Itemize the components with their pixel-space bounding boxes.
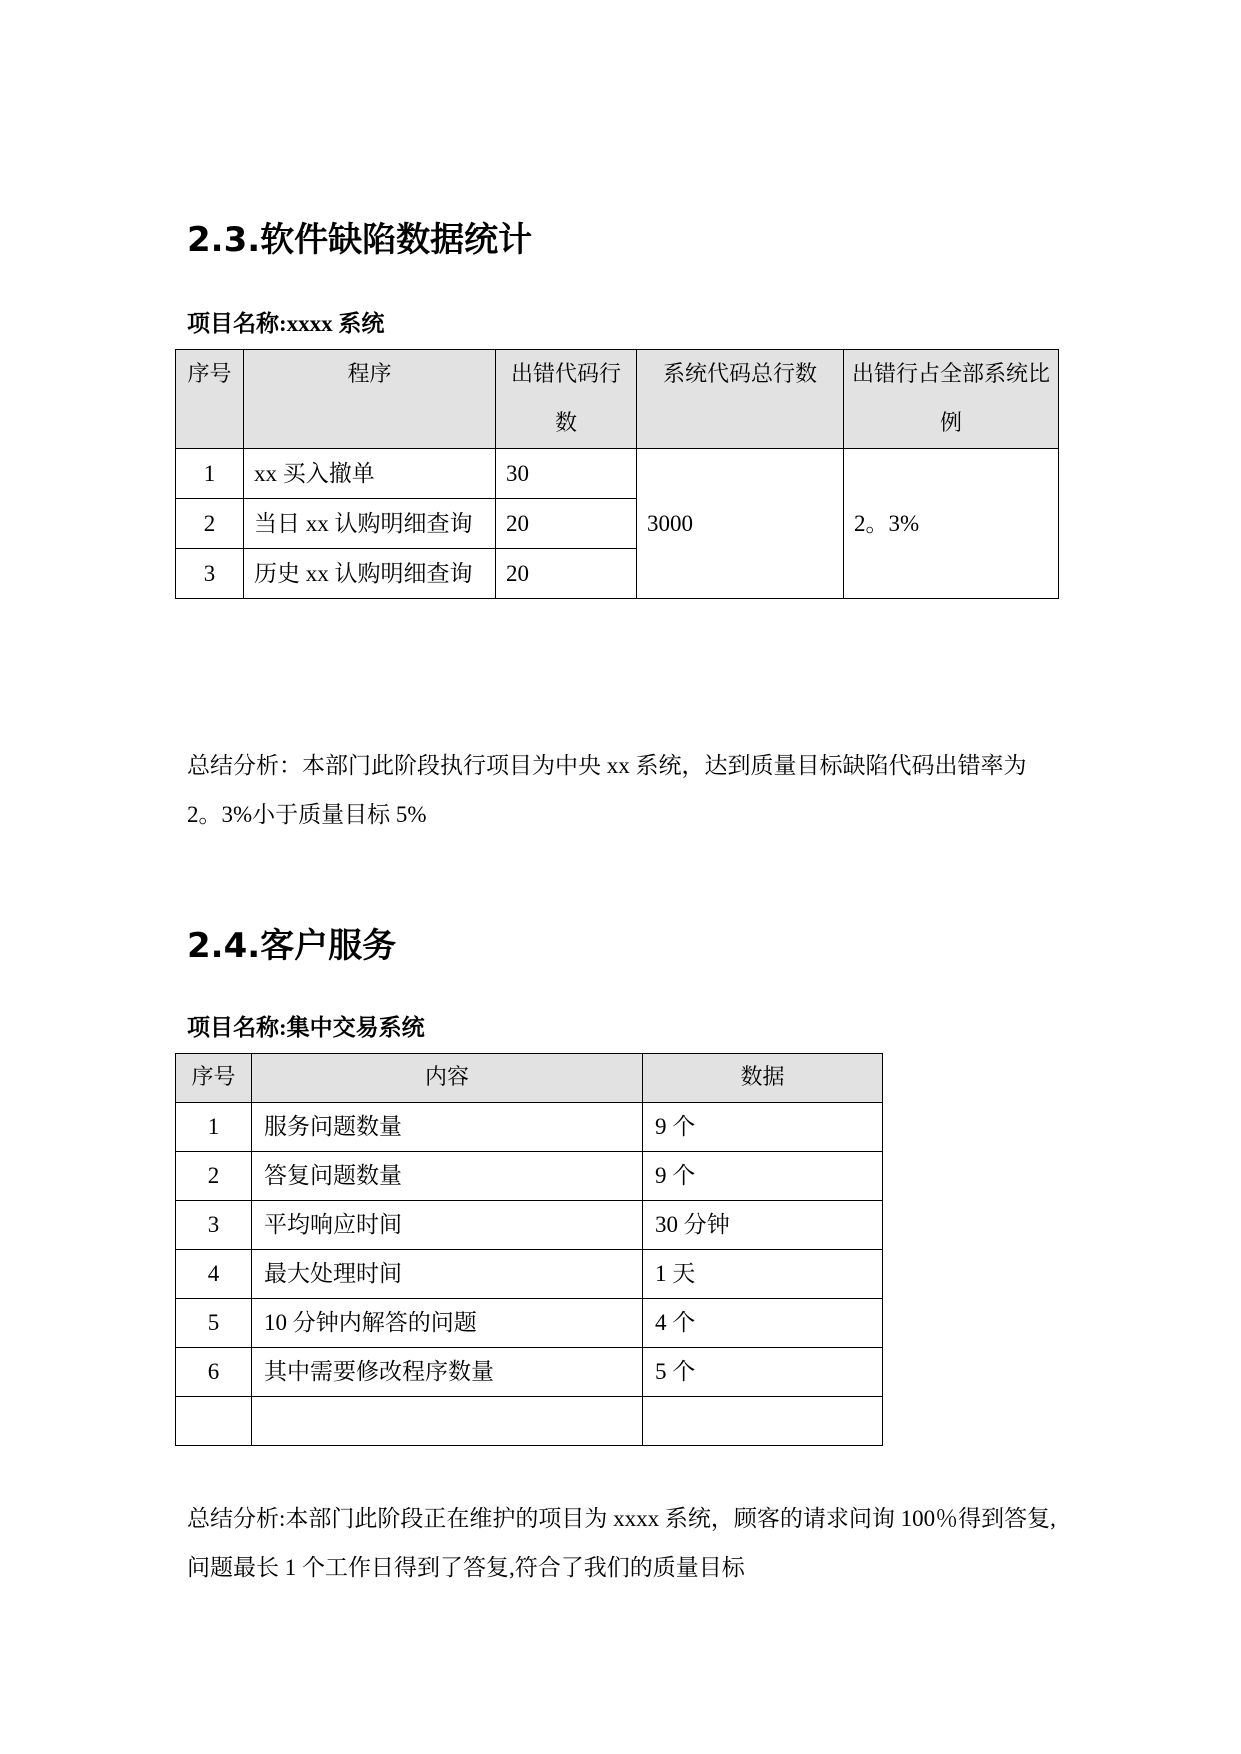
row-index: 2 xyxy=(176,1152,252,1201)
row-index xyxy=(176,1397,252,1446)
error-ratio-cell: 2。3% xyxy=(844,449,1059,599)
row-value: 30 分钟 xyxy=(643,1201,883,1250)
table-row xyxy=(176,1348,883,1397)
row-index: 4 xyxy=(176,1250,252,1299)
table-header-row xyxy=(176,350,1059,449)
header-value: 数据 xyxy=(643,1054,883,1103)
row-value: 5 个 xyxy=(643,1348,883,1397)
section-heading-customer-service: 2.4.客户服务 xyxy=(187,926,397,966)
row-index: 1 xyxy=(176,1103,252,1152)
row-index: 6 xyxy=(176,1348,252,1397)
row-value xyxy=(643,1397,883,1446)
header-error-lines: 出错代码行数 xyxy=(496,350,637,449)
table-row xyxy=(176,449,1059,499)
header-program: 程序 xyxy=(244,350,496,449)
row-value: 9 个 xyxy=(643,1152,883,1201)
row-index: 3 xyxy=(176,1201,252,1250)
row-content: 10 分钟内解答的问题 xyxy=(252,1299,643,1348)
row-program: xx 买入撤单 xyxy=(244,449,496,499)
customer-service-summary: 总结分析:本部门此阶段正在维护的项目为 xxxx 系统，顾客的请求问询 100％得到答复,问题最长 1 个工作日得到了答复,符合了我们的质量目标 xyxy=(187,1506,1056,1580)
row-index: 1 xyxy=(176,449,244,499)
section-heading-software-defects: 2.3.软件缺陷数据统计 xyxy=(187,220,533,260)
table-row xyxy=(176,1299,883,1348)
header-error-ratio: 出错行占全部系统比例 xyxy=(844,350,1059,449)
row-content: 服务问题数量 xyxy=(252,1103,643,1152)
row-content: 平均响应时间 xyxy=(252,1201,643,1250)
total-lines-cell: 3000 xyxy=(637,449,844,599)
table-header-row xyxy=(176,1054,883,1103)
table-row xyxy=(176,1250,883,1299)
customer-service-table xyxy=(175,1053,883,1446)
header-total-lines: 系统代码总行数 xyxy=(637,350,844,449)
row-value: 9 个 xyxy=(643,1103,883,1152)
project-name-label: 项目名称:xxxx 系统 xyxy=(187,311,385,336)
row-error-lines: 20 xyxy=(496,549,637,599)
row-value: 1 天 xyxy=(643,1250,883,1299)
row-error-lines: 30 xyxy=(496,449,637,499)
defect-statistics-table xyxy=(175,349,1059,599)
row-index: 5 xyxy=(176,1299,252,1348)
row-error-lines: 20 xyxy=(496,499,637,549)
table-row xyxy=(176,1201,883,1250)
table-row-empty xyxy=(176,1397,883,1446)
defect-summary: 总结分析：本部门此阶段执行项目为中央 xx 系统，达到质量目标缺陷代码出错率为 2。3%小于质量目标 5% xyxy=(187,753,1027,827)
row-content: 答复问题数量 xyxy=(252,1152,643,1201)
row-content xyxy=(252,1397,643,1446)
row-index: 2 xyxy=(176,499,244,549)
header-content: 内容 xyxy=(252,1054,643,1103)
project-name-label: 项目名称:集中交易系统 xyxy=(187,1015,425,1040)
header-index: 序号 xyxy=(176,1054,252,1103)
header-index: 序号 xyxy=(176,350,244,449)
row-value: 4 个 xyxy=(643,1299,883,1348)
table-row xyxy=(176,1152,883,1201)
row-index: 3 xyxy=(176,549,244,599)
row-program: 当日 xx 认购明细查询 xyxy=(244,499,496,549)
row-content: 最大处理时间 xyxy=(252,1250,643,1299)
row-content: 其中需要修改程序数量 xyxy=(252,1348,643,1397)
table-row xyxy=(176,1103,883,1152)
row-program: 历史 xx 认购明细查询 xyxy=(244,549,496,599)
